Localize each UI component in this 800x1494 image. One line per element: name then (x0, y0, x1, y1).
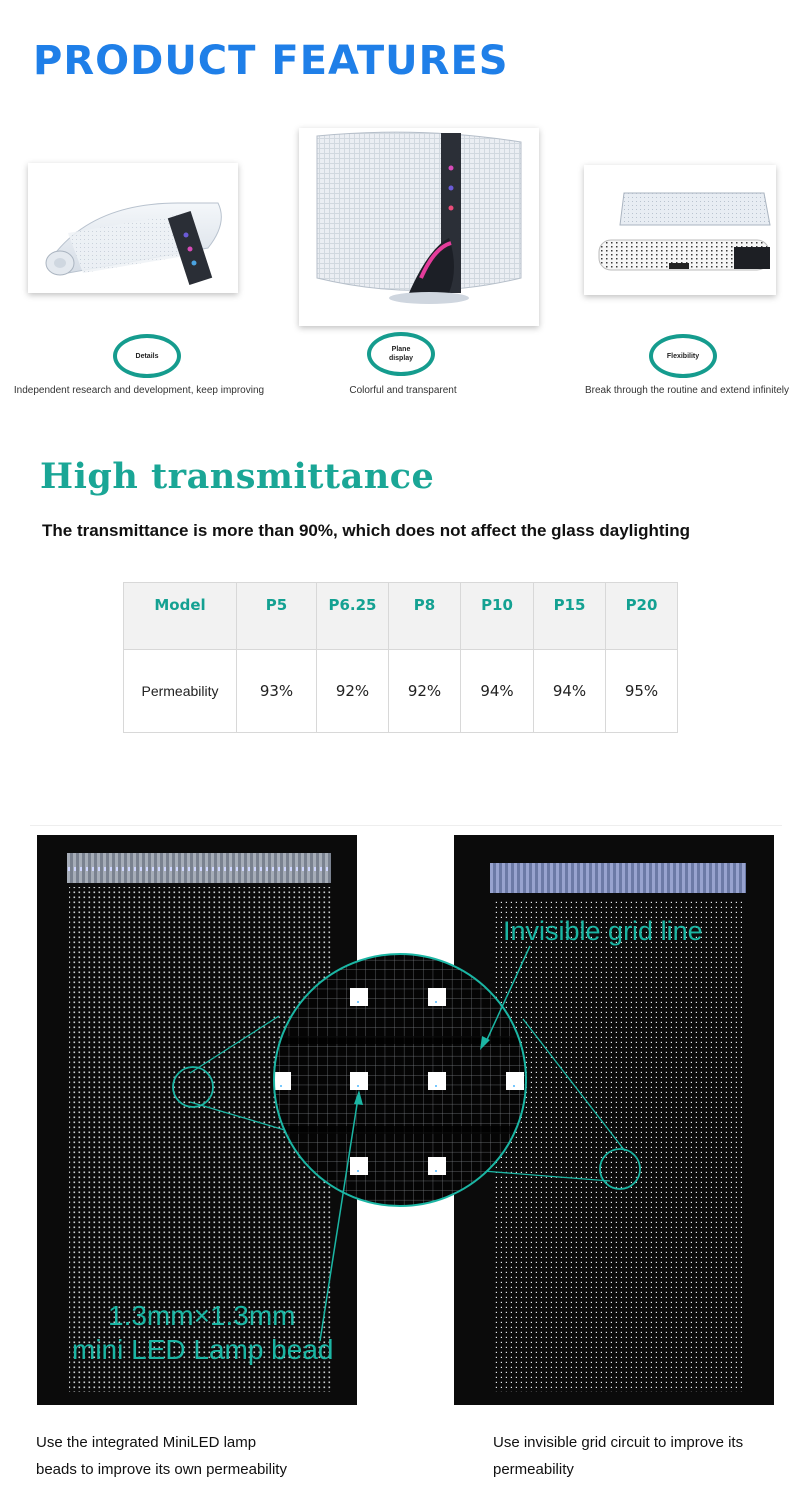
permeability-table (123, 582, 678, 733)
table-header-cell: Model (124, 583, 237, 650)
badge-label: Details (135, 352, 159, 360)
feature-caption: Break through the routine and extend infinitely (584, 385, 790, 396)
section-subtitle: The transmittance is more than 90%, which does not affect the glass daylighting (42, 521, 691, 540)
grid-line-label: Invisible grid line (503, 916, 703, 946)
badge-label-line2: display (388, 355, 414, 362)
page-title: PRODUCT FEATURES (33, 38, 509, 84)
table-header-cell: P5 (237, 583, 317, 650)
table-header-cell: P10 (461, 583, 534, 650)
badge-label: Plane (391, 346, 411, 353)
feature-photo-plane-display (299, 128, 539, 326)
right-caption (493, 1429, 743, 1483)
table-cell: 93% (237, 650, 317, 733)
table-cell: 95% (606, 650, 678, 733)
bead-type-label: mini LED Lamp bead (72, 1334, 334, 1365)
feature-photo-flexibility (584, 165, 776, 295)
left-caption-line2: beads to improve its own permeability (36, 1461, 287, 1478)
table-header-cell: P6.25 (317, 583, 389, 650)
table-cell: 94% (461, 650, 534, 733)
left-caption (36, 1429, 287, 1483)
section-title: High transmittance (40, 456, 435, 497)
bead-size-label: 1.3mm×1.3mm (108, 1300, 296, 1331)
table-cell: 92% (317, 650, 389, 733)
left-caption-line1: Use the integrated MiniLED lamp (36, 1434, 257, 1451)
feature-photo-details (28, 163, 238, 293)
table-row-label: Permeability (124, 650, 237, 733)
badge-label: Flexibility (666, 352, 700, 360)
table-cell: 94% (534, 650, 606, 733)
table-header-cell: P8 (389, 583, 461, 650)
table-header-cell: P20 (606, 583, 678, 650)
table-header-row (124, 583, 678, 650)
badge-details (113, 334, 181, 378)
badge-plane-display (367, 332, 435, 376)
table-cell: 92% (389, 650, 461, 733)
feature-caption: Independent research and development, keep improving (13, 385, 265, 396)
table-header-cell: P15 (534, 583, 606, 650)
table-row (124, 650, 678, 733)
right-caption-line2: permeability (493, 1461, 574, 1478)
feature-caption: Colorful and transparent (349, 385, 457, 396)
right-caption-line1: Use invisible grid circuit to improve its (493, 1434, 744, 1451)
badge-flexibility (649, 334, 717, 378)
